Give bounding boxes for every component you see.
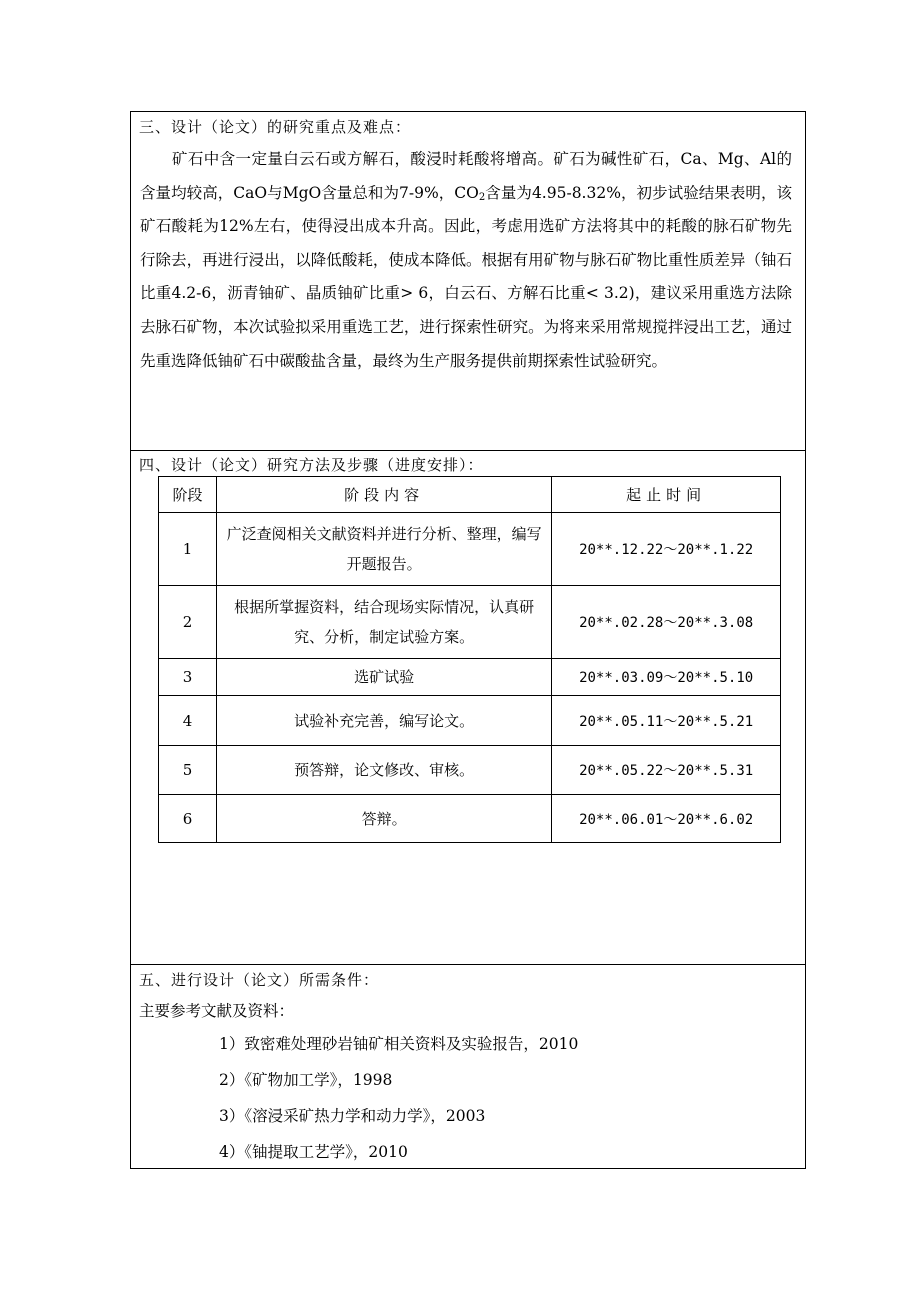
research-focus-paragraph <box>140 143 792 378</box>
period-cell: 20**.02.28～20**.3.08 <box>552 586 781 659</box>
period-cell: 20**.05.22～20**.5.31 <box>552 746 781 795</box>
paragraph-text-continued: 含量为4.95-8.32%，初步试验结果表明，该矿石酸耗为12%左右，使得浸出成本升高。因此，考虑用选矿方法将其中的耗酸的脉石矿物先行除去，再进行浸出，以降低酸耗，使成本降低。根据有用矿物与脉石矿物比重性质差异（铀石比重4.2-6，沥青铀矿、晶质铀矿比重> 6，白云石、方解石比重< 3.2)，建议采用重选方法除去脉石矿物，本次试验拟采用重选工艺，进行探索性研究。为将来采用常规搅拌浸出工艺，通过先重选降低铀矿石中碳酸盐含量，最终为生产服务提供前期探索性试验研究。 <box>140 183 792 370</box>
form-frame <box>130 111 806 1169</box>
period-cell: 20**.12.22～20**.1.22 <box>552 513 781 586</box>
subscript-2: 2 <box>478 191 486 203</box>
stage-cell: 5 <box>159 746 217 795</box>
stage-cell: 4 <box>159 696 217 746</box>
section-heading: 四、设计（论文）研究方法及步骤（进度安排）： <box>139 456 484 474</box>
table-row <box>159 659 781 696</box>
content-cell: 试验补充完善，编写论文。 <box>216 696 551 746</box>
stage-cell: 1 <box>159 513 217 586</box>
references-subheading: 主要参考文献及资料： <box>139 1002 295 1020</box>
period-cell: 20**.03.09～20**.5.10 <box>552 659 781 696</box>
stage-cell: 6 <box>159 795 217 843</box>
table-header-row <box>159 477 781 513</box>
content-cell: 答辩。 <box>216 795 551 843</box>
table-row <box>159 586 781 659</box>
content-cell: 选矿试验 <box>216 659 551 696</box>
list-item: 2）《矿物加工学》，1998 <box>219 1071 393 1089</box>
section-heading: 五、进行设计（论文）所需条件： <box>139 971 380 989</box>
stage-cell: 3 <box>159 659 217 696</box>
content-cell: 预答辩，论文修改、审核。 <box>216 746 551 795</box>
schedule-table <box>158 476 781 843</box>
content-cell: 根据所掌握资料，结合现场实际情况，认真研究、分析，制定试验方案。 <box>216 586 551 659</box>
section-method-schedule <box>131 451 805 965</box>
table-row <box>159 513 781 586</box>
section-research-focus <box>131 112 805 451</box>
table-row <box>159 696 781 746</box>
stage-cell: 2 <box>159 586 217 659</box>
section-required-conditions <box>131 965 805 1169</box>
table-row <box>159 746 781 795</box>
header-content: 阶段内容 <box>216 477 551 513</box>
header-stage: 阶段 <box>159 477 217 513</box>
content-cell: 广泛查阅相关文献资料并进行分析、整理，编写开题报告。 <box>216 513 551 586</box>
section-heading: 三、设计（论文）的研究重点及难点： <box>139 118 412 136</box>
period-cell: 20**.06.01～20**.6.02 <box>552 795 781 843</box>
header-period: 起止时间 <box>552 477 781 513</box>
list-item: 4）《铀提取工艺学》，2010 <box>219 1143 408 1161</box>
table-row <box>159 795 781 843</box>
list-item: 3）《溶浸采矿热力学和动力学》，2003 <box>219 1107 486 1125</box>
reference-list <box>219 1033 578 1177</box>
list-item: 1）致密难处理砂岩铀矿相关资料及实验报告，2010 <box>219 1035 579 1053</box>
period-cell: 20**.05.11～20**.5.21 <box>552 696 781 746</box>
paragraph-text: 矿石中含一定量白云石或方解石，酸浸时耗酸将增高。矿石为碱性矿石，Ca、Mg、Al的含量均较高，CaO与MgO含量总和为7-9%，CO <box>140 150 792 202</box>
